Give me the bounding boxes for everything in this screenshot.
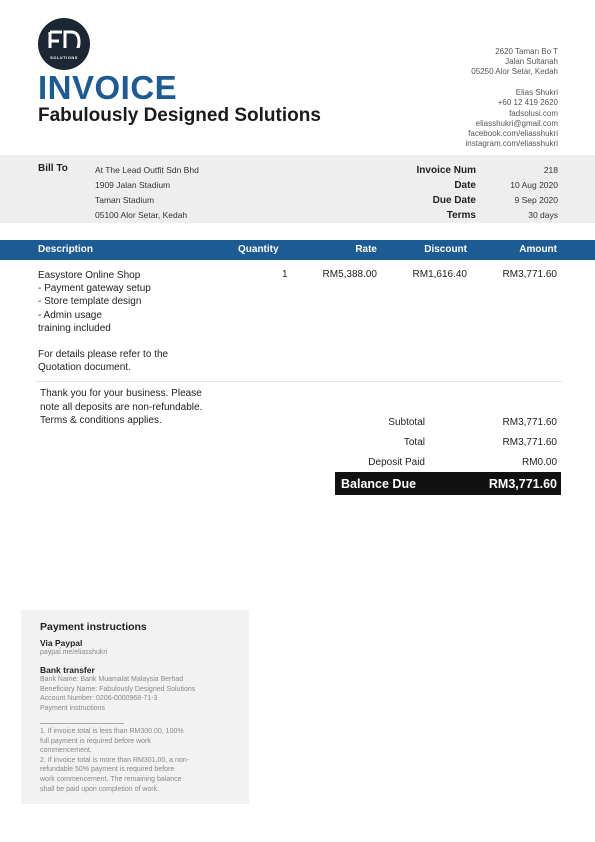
note-line: Thank you for your business. Please (40, 388, 202, 399)
meta-label: Due Date (432, 195, 476, 206)
col-description: Description (38, 244, 94, 255)
logo-tagline: SOLUTIONS (50, 55, 78, 60)
bank-line: Bank Name: Bank Muamalat Malaysia Berhad (40, 676, 184, 683)
address-line: 05250 Alor Setar, Kedah (471, 67, 558, 77)
due-date: 9 Sep 2020 (514, 195, 558, 205)
meta-row-invoice-num (380, 163, 558, 178)
instruction-line: full payment is required before work (40, 737, 151, 745)
description-line: Easystore Online Shop (38, 270, 141, 281)
bill-to-line: At The Lead Outfit Sdn Bhd (95, 165, 199, 175)
col-amount: Amount (519, 244, 557, 255)
invoice-title: INVOICE (38, 69, 178, 106)
subtotal-value: RM3,771.60 (502, 417, 557, 428)
company-logo (38, 18, 90, 70)
instruction-line: refundable 50% payment is required before (40, 766, 175, 774)
description-line: Quotation document. (38, 362, 131, 374)
item-discount: RM1,616.40 (412, 269, 467, 280)
deposit-row (335, 457, 557, 471)
instruction-line: shall be paid upon completion of work. (40, 785, 160, 793)
subtotal-label: Subtotal (388, 417, 425, 428)
paypal-label: Via Paypal (40, 638, 83, 648)
company-name: Fabulously Designed Solutions (38, 105, 321, 126)
deposit-label: Deposit Paid (368, 457, 425, 468)
payment-terms: 30 days (528, 210, 558, 220)
meta-label: Date (454, 180, 476, 191)
contact-name: Elias Shukri (515, 88, 558, 98)
description-line: - Store template design (38, 296, 142, 308)
invoice-date: 10 Aug 2020 (510, 180, 558, 190)
contact-website[interactable]: fadsolusi.com (509, 108, 558, 118)
total-row (335, 437, 557, 451)
bank-details (40, 675, 195, 713)
balance-due-value: RM3,771.60 (488, 477, 557, 491)
address-line: Jalan Sultanah (505, 57, 558, 67)
thank-you-note (40, 387, 202, 428)
meta-label: Invoice Num (416, 165, 476, 176)
meta-row-date (380, 178, 558, 193)
note-line: note all deposits are non-refundable. (40, 401, 203, 413)
meta-row-due-date (380, 193, 558, 208)
description-line (38, 335, 168, 348)
bank-line: Payment instructions (40, 704, 105, 712)
item-description (38, 269, 168, 375)
item-rate: RM5,388.00 (322, 269, 377, 280)
instruction-line: work commencement. The remaining balance (40, 775, 182, 783)
contact-phone: +60 12 419 2620 (497, 98, 558, 108)
description-line: - Payment gateway setup (38, 283, 151, 295)
instruction-line: commencement. (40, 747, 92, 755)
meta-label: Terms (446, 210, 476, 221)
bill-to-address (95, 163, 199, 223)
col-discount: Discount (424, 244, 467, 255)
note-line: Terms & conditions applies. (40, 415, 162, 426)
meta-row-terms (380, 208, 558, 223)
payment-title: Payment instructions (40, 621, 147, 633)
description-line: For details please refer to the (38, 349, 169, 361)
bank-transfer-label: Bank transfer (40, 665, 95, 675)
description-line: training included (38, 322, 111, 334)
contact-instagram[interactable]: instagram.com/eliasshukri (465, 139, 558, 149)
payment-divider (40, 723, 124, 724)
bill-to-label: Bill To (38, 163, 68, 174)
deposit-value: RM0.00 (521, 457, 557, 468)
col-quantity: Quantity (238, 244, 279, 255)
bank-line: Account Number: 0206-0000968-71-3 (40, 695, 158, 703)
invoice-number: 218 (543, 165, 558, 175)
table-divider (36, 381, 562, 382)
bill-to-line: 05100 Alor Setar, Kedah (95, 210, 188, 220)
fd-logo-icon (38, 18, 90, 70)
balance-due-bar (335, 472, 561, 495)
invoice-meta (380, 163, 558, 223)
subtotal-row (335, 417, 557, 431)
item-amount: RM3,771.60 (502, 269, 557, 280)
item-quantity: 1 (282, 269, 288, 280)
contact-facebook[interactable]: facebook.com/eliasshukri (468, 128, 558, 138)
items-table-header (0, 240, 595, 260)
bill-to-line: 1909 Jalan Stadium (95, 180, 171, 190)
bill-to-line: Taman Stadium (95, 195, 155, 205)
address-line: 2620 Taman Bo T (495, 47, 558, 56)
payment-terms-text (40, 727, 189, 794)
bank-line: Beneficiary Name: Fabulously Designed Solutions (40, 685, 196, 693)
balance-due-label: Balance Due (341, 477, 417, 491)
paypal-link[interactable]: paypal.me/eliasshukri (40, 649, 108, 656)
instruction-line: 2. If invoice total is more than RM301.00, a non- (40, 756, 190, 764)
description-line: - Admin usage (38, 309, 102, 321)
company-address-block (388, 47, 558, 149)
total-value: RM3,771.60 (502, 437, 557, 448)
total-label: Total (403, 437, 425, 448)
contact-email[interactable]: eliasshukri@gmail.com (475, 118, 558, 128)
instruction-line: 1. If invoice total is less than RM300.00, 100% (40, 728, 184, 735)
col-rate: Rate (355, 244, 377, 255)
